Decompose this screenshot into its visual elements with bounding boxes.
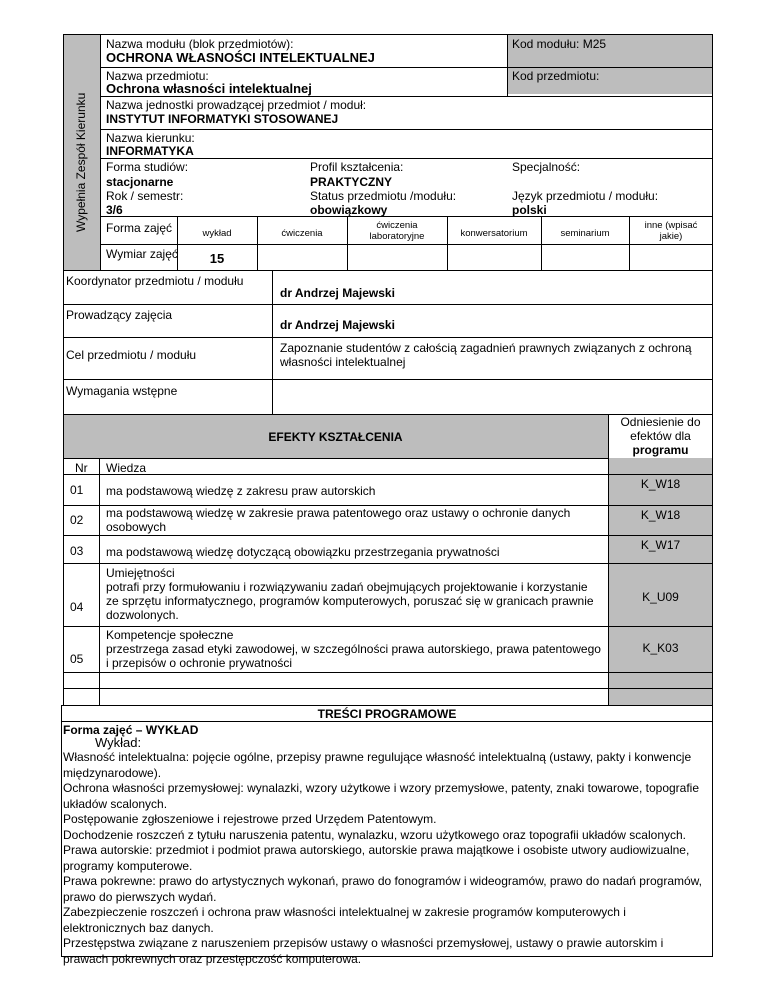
language-label: Język przedmiotu / modułu: xyxy=(512,189,659,203)
unit-value: INSTYTUT INFORMATYKI STOSOWANEJ xyxy=(106,112,339,126)
content-paragraph: Postępowanie zgłoszeniowe i rejestrowe przed Urzędem Patentowym. xyxy=(63,812,437,826)
content-paragraph: Dochodzenie roszczeń z tytułu naruszenia patentu, wynalazku, wzoru użytkowego oraz topografii układów scalonych. xyxy=(63,827,687,842)
lecture-label: Wykład: xyxy=(95,735,142,750)
module-value: OCHRONA WŁASNOŚCI INTELEKTUALNEJ xyxy=(106,50,375,65)
content-paragraph: Własność intelektualna: pojęcie ogólne, przepisy prawne regulujące własność intelektualną (ustawy, pakty i konwencje międzynarodowe). xyxy=(63,750,692,780)
knowledge-label: Wiedza xyxy=(106,461,147,475)
coordinator-label: Koordynator przedmiotu / modułu xyxy=(66,274,244,288)
class-type-conversatory: konwersatorium xyxy=(460,228,528,239)
content-title: TREŚCI PROGRAMOWE xyxy=(317,707,457,721)
class-type-exercises: ćwiczenia xyxy=(281,228,323,239)
effect-nr: 04 xyxy=(70,600,84,614)
field-label: Nazwa kierunku: xyxy=(106,131,195,145)
effect-nr: 03 xyxy=(70,544,84,558)
effect-nr: 01 xyxy=(70,483,84,497)
subject-label: Nazwa przedmiotu: xyxy=(106,69,209,83)
coordinator-value: dr Andrzej Majewski xyxy=(280,286,395,300)
year-value: 3/6 xyxy=(106,203,123,217)
effect-text: ma podstawową wiedzę dotyczącą obowiązku przestrzegania prywatności xyxy=(106,545,500,559)
effect-ref: K_W18 xyxy=(640,477,681,491)
content-description xyxy=(63,750,707,967)
goal-value: Zapoznanie studentów z całością zagadnień prawnych związanych z ochroną własności intelektualnej xyxy=(280,341,692,369)
effect-text: potrafi przy formułowaniu i rozwiązywaniu zadań obejmujących projektowanie i korzystanie ze sprzętu informatycznego, programów komputerowych, poruszać się w granicach prawnie dozwolonych. xyxy=(106,580,594,622)
class-hours-label: Wymiar zajęć xyxy=(106,247,178,261)
status-value: obowiązkowy xyxy=(310,203,388,217)
competence-label: Kompetencje społeczne xyxy=(106,628,234,642)
effect-ref: K_K03 xyxy=(642,641,679,655)
language-value: polski xyxy=(512,203,547,217)
content-form-label: Forma zajęć – WYKŁAD xyxy=(63,723,199,737)
goal-label: Cel przedmiotu / modułu xyxy=(66,348,197,362)
module-code: Kod modułu: M25 xyxy=(512,37,607,51)
subject-code: Kod przedmiotu: xyxy=(512,69,600,83)
effect-nr: 02 xyxy=(70,513,84,527)
status-label: Status przedmiotu /modułu: xyxy=(310,189,457,203)
year-label: Rok / semestr: xyxy=(106,189,184,203)
effect-text: ma podstawową wiedzę w zakresie prawa patentowego oraz ustawy o ochronie danych osobowych xyxy=(106,506,571,534)
effects-nr-label: Nr xyxy=(75,461,88,475)
unit-label: Nazwa jednostki prowadzącej przedmiot / moduł: xyxy=(106,98,367,112)
subject-value: Ochrona własności intelektualnej xyxy=(106,81,312,96)
content-paragraph: Prawa pokrewne: prawo do artystycznych wykonań, prawo do fonogramów i wideogramów, prawo do nadań programów, prawo do pierwszych wydań. xyxy=(63,874,702,904)
effect-nr: 05 xyxy=(70,652,84,666)
module-label: Nazwa modułu (blok przedmiotów): xyxy=(106,37,294,51)
specialty-label: Specjalność: xyxy=(512,160,581,174)
class-form-label: Forma zajęć xyxy=(106,221,173,235)
study-form-value: stacjonarne xyxy=(106,175,174,189)
content-paragraph: Prawa autorskie: przedmiot i podmiot prawa autorskiego, autorskie prawa majątkowe i osobiste utwory audiowizualne, programy komputerowe. xyxy=(63,843,690,873)
profile-label: Profil kształcenia: xyxy=(310,160,404,174)
content-paragraph: Zabezpieczenie roszczeń i ochrona praw własności intelektualnej w zakresie programów komputerowych i elektronicznych baz danych. xyxy=(63,905,626,935)
effect-text: ma podstawową wiedzę z zakresu praw autorskich xyxy=(106,484,376,498)
content-paragraph: Ochrona własności przemysłowej: wynalazki, wzory użytkowe i wzory przemysłowe, patenty, znaki towarowe, topografie układów scalonych. xyxy=(63,781,700,811)
class-type-lab: ćwiczenia laboratoryjne xyxy=(369,220,425,242)
skills-label: Umiejętności xyxy=(106,566,175,580)
teacher-value: dr Andrzej Majewski xyxy=(280,318,395,332)
class-type-seminar: seminarium xyxy=(560,228,610,239)
field-value: INFORMATYKA xyxy=(106,144,194,158)
effect-text: przestrzega zasad etyki zawodowej, w szczególności prawa autorskiego, prawa patentowego i przepisów o ochronie prywatności xyxy=(106,642,601,670)
effects-ref-label-bold: programu xyxy=(632,443,689,457)
study-form-label: Forma studiów: xyxy=(106,160,189,174)
effect-ref: K_W17 xyxy=(640,538,681,552)
profile-value: PRAKTYCZNY xyxy=(310,175,393,189)
class-type-lecture: wykład xyxy=(202,228,232,239)
class-type-other: inne (wpisać jakie) xyxy=(644,220,698,242)
ref-column-bg xyxy=(608,458,713,705)
effects-title: EFEKTY KSZTAŁCENIA xyxy=(268,430,403,444)
content-paragraph: Przestępstwa związane z naruszeniem przepisów ustawy o własności przemysłowej, ustawy o prawie autorskim i prawach pokrewnych oraz przestępczość komputerowa. xyxy=(63,936,664,966)
effect-ref: K_U09 xyxy=(642,590,679,604)
side-label: Wypełnia Zespół Kierunku xyxy=(74,92,88,232)
requirements-label: Wymagania wstępne xyxy=(66,384,178,398)
teacher-label: Prowadzący zajęcia xyxy=(66,308,173,322)
effects-ref-header xyxy=(612,415,709,457)
effects-ref-label: Odniesienie do efektów dla xyxy=(620,415,701,443)
class-hours-lecture: 15 xyxy=(209,251,225,266)
effect-ref: K_W18 xyxy=(640,508,681,522)
